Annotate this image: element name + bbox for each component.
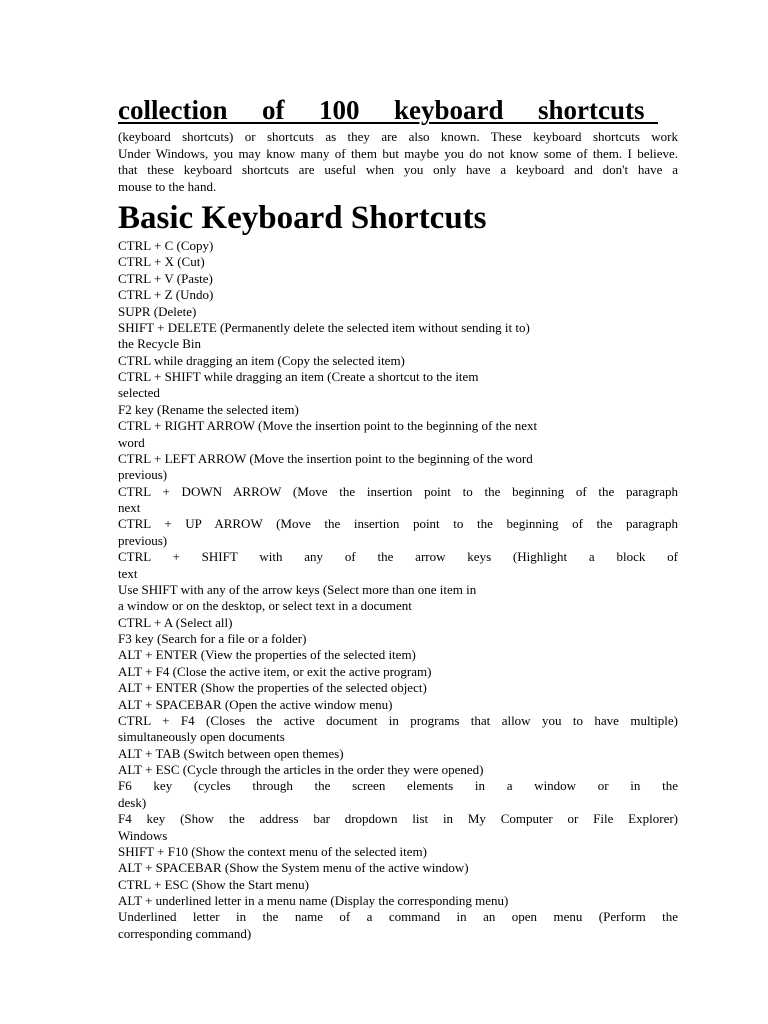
shortcut-item (118, 353, 678, 369)
shortcut-line: ALT + ENTER (Show the properties of the selected object) (118, 680, 427, 696)
shortcut-item (118, 680, 678, 696)
shortcut-line: selected (118, 385, 160, 401)
shortcut-line: CTRL + UP ARROW (Move the insertion point to the beginning of the paragraph (118, 516, 678, 532)
shortcut-item (118, 697, 678, 713)
shortcut-item (118, 909, 678, 942)
shortcut-item (118, 860, 678, 876)
shortcut-line: next (118, 500, 141, 515)
shortcut-line: ALT + ESC (Cycle through the articles in the order they were opened) (118, 762, 484, 777)
shortcut-item (118, 287, 678, 303)
shortcut-line: CTRL + C (Copy) (118, 238, 214, 253)
shortcut-line: simultaneously open documents (118, 729, 285, 745)
shortcut-line: the Recycle Bin (118, 336, 202, 352)
shortcut-item (118, 484, 678, 517)
shortcut-line: ALT + SPACEBAR (Open the active window menu) (118, 696, 393, 712)
shortcut-line: text (118, 565, 138, 581)
intro-line: (keyboard shortcuts) or shortcuts as they are also known. These keyboard shortcuts work (118, 129, 678, 144)
shortcut-line: SHIFT + F10 (Show the context menu of the selected item) (118, 843, 427, 859)
shortcut-item (118, 402, 678, 418)
document-title: collection of 100 keyboard shortcuts (118, 95, 658, 125)
shortcut-item (118, 369, 678, 402)
shortcut-line: CTRL + X (Cut) (118, 254, 205, 270)
shortcut-item (118, 893, 678, 909)
shortcut-item (118, 844, 678, 860)
shortcut-line: corresponding command) (118, 925, 252, 941)
shortcut-line: F4 key (Show the address bar dropdown list in My Computer or File Explorer) (118, 811, 678, 827)
shortcut-item (118, 304, 678, 320)
shortcut-line: F3 key (Search for a file or a folder) (118, 631, 307, 646)
shortcut-line: CTRL + V (Paste) (118, 270, 213, 286)
shortcut-line: ALT + F4 (Close the active item, or exit the active program) (118, 663, 432, 679)
shortcut-line: ALT + underlined letter in a menu name (Display the corresponding menu) (118, 893, 509, 908)
shortcut-line: previous) (118, 467, 168, 483)
shortcut-line: F2 key (Rename the selected item) (118, 401, 299, 417)
shortcut-line: ALT + SPACEBAR (Show the System menu of the active window) (118, 860, 469, 876)
shortcut-line: CTRL + Z (Undo) (118, 287, 214, 303)
section-heading: Basic Keyboard Shortcuts (118, 200, 487, 236)
intro-line: Under Windows, you may know many of them but maybe you do not know some of them. I believe. (118, 145, 678, 161)
shortcut-line: previous) (118, 532, 168, 548)
shortcut-line: CTRL + F4 (Closes the active document in programs that allow you to have multiple) (118, 712, 678, 728)
shortcut-line: Use SHIFT with any of the arrow keys (Select more than one item in (118, 581, 477, 597)
shortcut-line: F6 key (cycles through the screen elements in a window or in the (118, 778, 678, 794)
shortcut-item (118, 549, 678, 582)
intro-line: mouse to the hand. (118, 178, 217, 194)
intro-paragraph (118, 129, 678, 195)
shortcut-line: CTRL + A (Select all) (118, 614, 233, 630)
shortcut-line: CTRL + ESC (Show the Start menu) (118, 876, 310, 892)
shortcut-line: Underlined letter in the name of a command in an open menu (Perform the (118, 909, 678, 925)
shortcut-item (118, 582, 678, 615)
document-page (118, 92, 678, 942)
shortcut-item (118, 877, 678, 893)
shortcut-line: SHIFT + DELETE (Permanently delete the selected item without sending it to) (118, 319, 530, 335)
shortcut-item (118, 631, 678, 647)
shortcut-item (118, 516, 678, 549)
shortcut-line: Windows (118, 827, 168, 843)
shortcut-line: word (118, 434, 145, 450)
shortcut-line: CTRL + LEFT ARROW (Move the insertion point to the beginning of the word (118, 450, 533, 466)
shortcut-line: desk) (118, 794, 147, 810)
shortcut-line: CTRL while dragging an item (Copy the selected item) (118, 352, 405, 368)
intro-line: that these keyboard shortcuts are useful when you only have a keyboard and don't have a (118, 162, 678, 177)
shortcut-line: ALT + ENTER (View the properties of the selected item) (118, 647, 416, 663)
shortcut-line: CTRL + RIGHT ARROW (Move the insertion point to the beginning of the next (118, 418, 538, 434)
shortcut-item (118, 254, 678, 270)
shortcut-line: CTRL + DOWN ARROW (Move the insertion point to the beginning of the paragraph (118, 483, 678, 499)
shortcut-item (118, 664, 678, 680)
shortcut-list (118, 238, 678, 942)
shortcut-item (118, 238, 678, 254)
shortcut-item (118, 615, 678, 631)
shortcut-line: SUPR (Delete) (118, 303, 197, 319)
shortcut-line: CTRL + SHIFT with any of the arrow keys (Highlight a block of (118, 549, 678, 565)
shortcut-item (118, 762, 678, 778)
shortcut-item (118, 811, 678, 844)
shortcut-line: ALT + TAB (Switch between open themes) (118, 745, 344, 761)
shortcut-item (118, 713, 678, 746)
shortcut-item (118, 647, 678, 663)
shortcut-item (118, 746, 678, 762)
shortcut-item (118, 451, 678, 484)
shortcut-line: CTRL + SHIFT while dragging an item (Create a shortcut to the item (118, 369, 479, 384)
shortcut-item (118, 320, 678, 353)
shortcut-item (118, 778, 678, 811)
shortcut-line: a window or on the desktop, or select text in a document (118, 598, 412, 614)
shortcut-item (118, 271, 678, 287)
shortcut-item (118, 418, 678, 451)
